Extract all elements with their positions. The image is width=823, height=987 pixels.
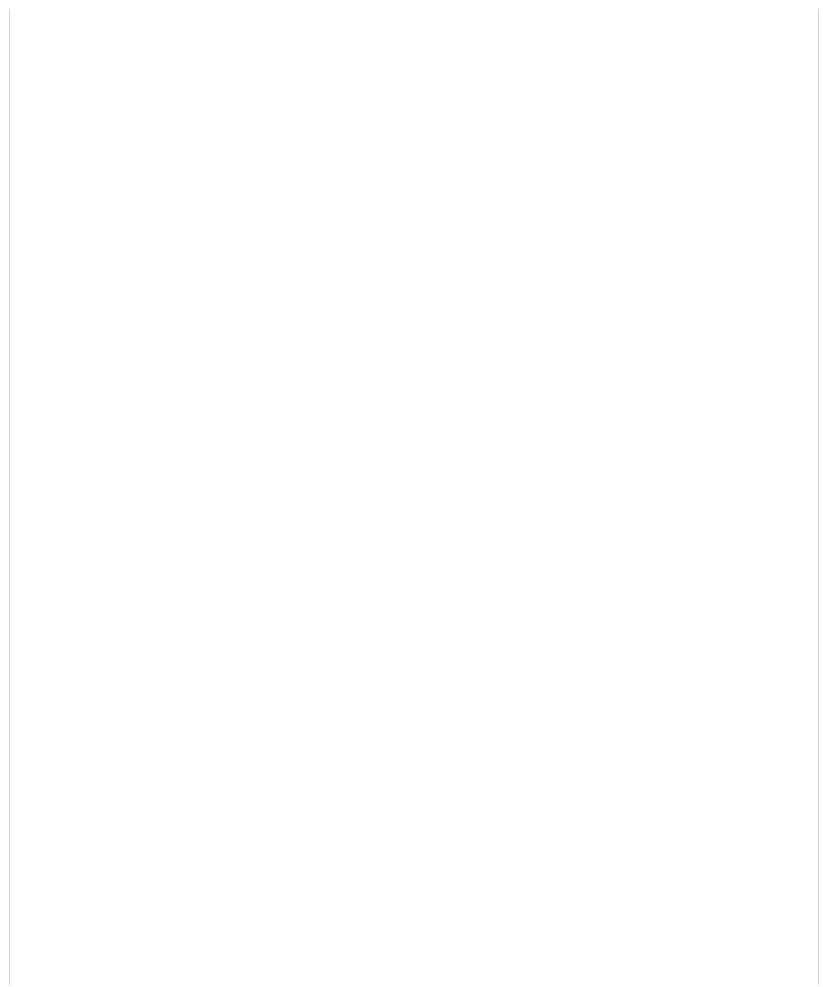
price-sheet bbox=[9, 9, 819, 985]
